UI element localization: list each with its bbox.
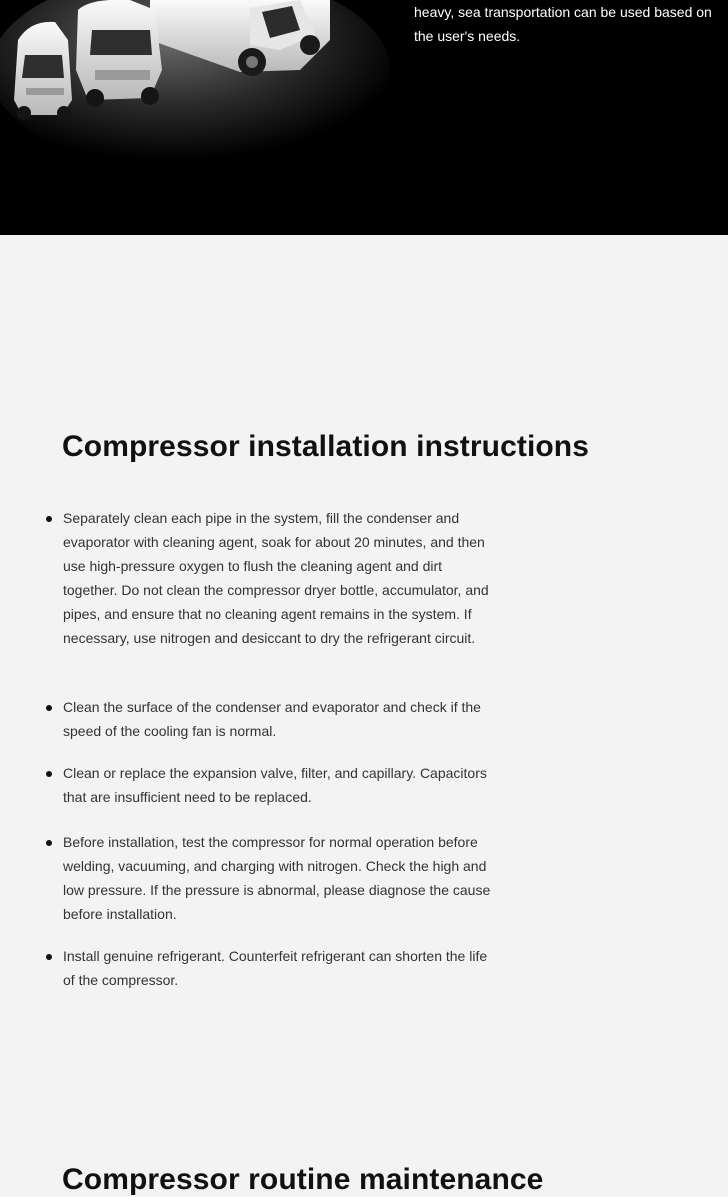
- hero-banner: [0, 0, 728, 235]
- list-item: Install genuine refrigerant. Counterfeit refrigerant can shorten the life of the compressor.: [63, 944, 493, 992]
- list-item: Separately clean each pipe in the system, fill the condenser and evaporator with cleaning agent, soak for about 20 minutes, and then use high-pressure oxygen to flush the cleaning agent and dirt together. Do not clean the compressor dryer bottle, accumulator, and pipes, and ensure that no cleaning agent remains in the system. If necessary, use nitrogen and desiccant to dry the refrigerant circuit.: [63, 506, 493, 650]
- list-item: Clean the surface of the condenser and evaporator and check if the speed of the cooling fan is normal.: [63, 695, 493, 743]
- list-item: Before installation, test the compressor for normal operation before welding, vacuuming, and charging with nitrogen. Check the high and low pressure. If the pressure is abnormal, please diagnose the cause before installation.: [63, 830, 493, 926]
- vehicles-image: [0, 0, 390, 235]
- routine-maintenance-heading: Compressor routine maintenance: [62, 1163, 544, 1196]
- hero-text: heavy, sea transportation can be used based on the user's needs.: [414, 4, 712, 44]
- list-item: Clean or replace the expansion valve, filter, and capillary. Capacitors that are insufficient need to be replaced.: [63, 761, 493, 809]
- installation-instructions-heading: Compressor installation instructions: [62, 430, 590, 463]
